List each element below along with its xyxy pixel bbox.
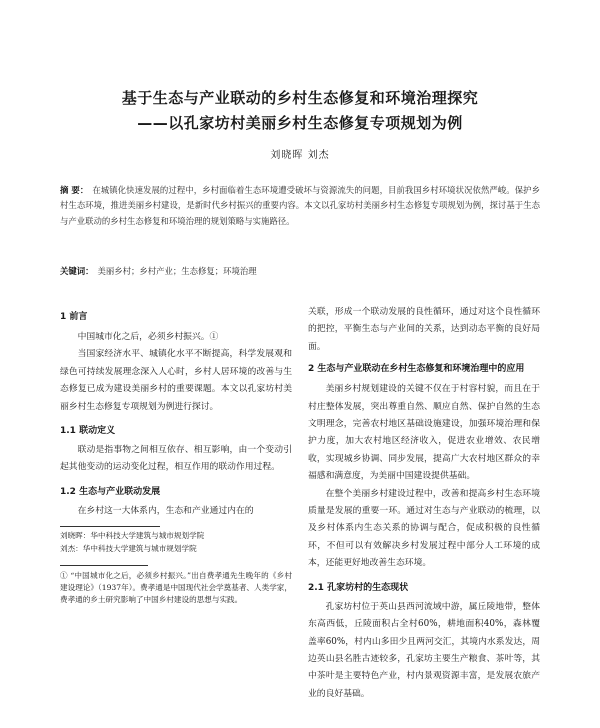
bio-divider [60, 526, 160, 527]
section-2-1-heading: 2.1 孔家坊村的生态现状 [308, 582, 409, 593]
section-2-heading: 2 生态与产业联动在乡村生态修复和环境治理中的应用 [308, 364, 525, 375]
keywords-text: 美丽乡村；乡村产业；生态修复；环境治理 [97, 266, 257, 276]
abstract-text: 在城镇化快速发展的过程中，乡村面临着生态环境遭受破坏与资源流失的问题，目前我国乡村环境状况依然严峻。保护乡村生态环境，推进美丽乡村建设，是新时代乡村振兴的重要内容。本文以孔家坊村美丽乡村生态修复专项规划为例，探讨基于生态与产业联动的乡村生态修复和环境治理的规划策略与实施路径。 [60, 185, 541, 226]
section-1-2-heading: 1.2 生态与产业联动发展 [60, 486, 161, 497]
section-2-paragraph-2: 在整个美丽乡村建设过程中，改善和提高乡村生态环境质量是发展的重要一环。通过对生态与产业联动的梳理，以及乡村体系内生态关系的协调与配合，促成积极的良性循环，不但可以有效解决乡村发展过程中部分人工环境的成本，还能更好地改善生态环境。 [308, 488, 540, 569]
paper-title [0, 86, 600, 136]
section-1-1-heading: 1.1 联动定义 [60, 426, 116, 437]
left-column [60, 304, 292, 606]
column-2-paragraph-1: 关联，形成一个联动发展的良性循环，通过对这个良性循环的把控，平衡生态与产业间的关系，达到动态平衡的良好局面。 [308, 307, 540, 352]
authors: 刘晓晖 刘杰 [270, 150, 330, 161]
footnote-divider [60, 565, 148, 566]
title-line-1: 基于生态与产业联动的乡村生态修复和环境治理探究 [121, 89, 479, 107]
footnote-1: ① “中国城市化之后，必须乡村振兴。”出自费孝通先生晚年的《乡村建设理论》（1937年）。费孝通是中国现代社会学奠基者、人类学家，费孝通的乡土研究影响了中国乡村建设的思想与实践。 [60, 571, 292, 605]
section-2-paragraph-1: 美丽乡村规划建设的关键不仅在于村容村貌，而且在于村庄整体发展，突出尊重自然、顺应自然、保护自然的生态文明理念，完善农村地区基础设施建设，加强环境治理和保护力度，加大农村地区经济收入，促进农业增效、农民增收，实现城乡协调、同步发展，提高广大农村地区群众的幸福感和满意度，为美丽中国建设提供基础。 [308, 384, 540, 482]
section-2-1-paragraph: 孔家坊村位于英山县西河流域中游，属丘陵地带，整体东高西低，丘陵面积占全村60%，耕地面积40%，森林覆盖率60%，村内山多田少且两河交汇，其境内水系发达，周边英山县名胜古迹较多，孔家坊主要生产粮食、茶叶等，其中茶叶是主要特色产业，村内景观资源丰富，是发展农旅产业的良好基础。 [308, 601, 540, 699]
author-bio-2: 刘杰：华中科技大学建筑与城市规划学院 [60, 543, 197, 553]
abstract [60, 183, 540, 229]
section-1-paragraph-2: 当国家经济水平、城镇化水平不断提高，科学发展观和绿色可持续发展理念深入人心时，乡村人居环境的改善与生态修复已成为建设美丽乡村的重要课题。本文以孔家坊村美丽乡村生态修复专项规划为例进行探讨。 [60, 349, 292, 412]
section-1-1-paragraph: 联动是指事物之间相互依存、相互影响，由一个变动引起其他变动的运动变化过程，相互作用的联动作用过程。 [60, 445, 292, 473]
author-bio-1: 刘晓晖：华中科技大学建筑与城市规划学院 [60, 531, 205, 541]
keywords-label: 关键词： [60, 266, 94, 276]
section-1-heading: 1 前言 [60, 312, 88, 322]
section-1-paragraph-1: 中国城市化之后，必须乡村振兴。① [77, 332, 219, 342]
abstract-label: 摘 要： [60, 185, 89, 195]
title-line-2: ——以孔家坊村美丽乡村生态修复专项规划为例 [137, 114, 463, 132]
right-column [308, 304, 540, 703]
keywords [60, 264, 540, 278]
section-1-2-paragraph: 在乡村这一大体系内，生态和产业通过内在的 [77, 505, 254, 516]
